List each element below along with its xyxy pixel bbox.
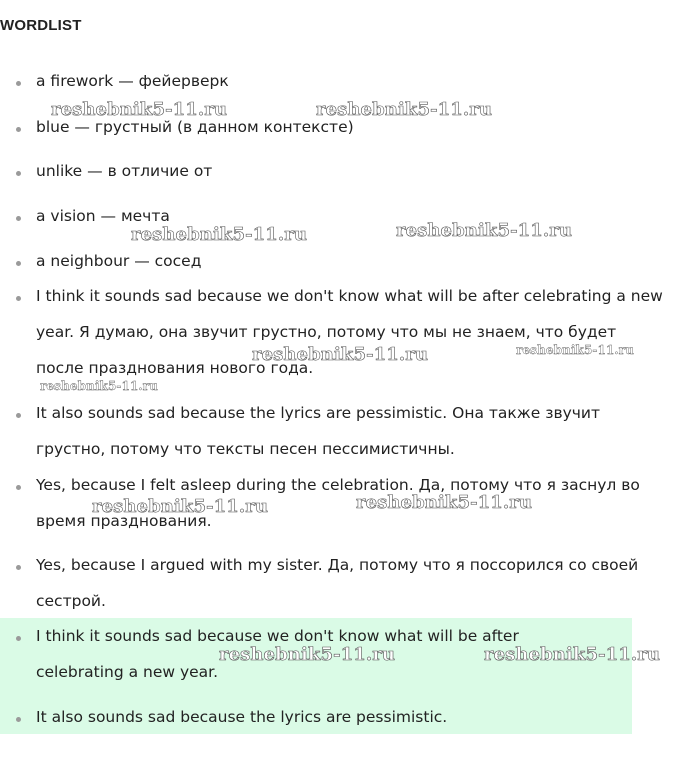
watermark: reshebnik5-11.ru: [484, 644, 661, 665]
watermark: reshebnik5-11.ru: [219, 644, 396, 665]
watermark: reshebnik5-11.ru: [356, 492, 533, 513]
watermark: reshebnik5-11.ru: [252, 344, 429, 365]
watermark: reshebnik5-11.ru: [40, 379, 158, 393]
bullet-icon: [16, 171, 21, 176]
watermark: reshebnik5-11.ru: [316, 99, 493, 120]
bullet-icon: [16, 717, 21, 722]
bullet-icon: [16, 296, 21, 301]
watermark: reshebnik5-11.ru: [131, 224, 308, 245]
bullet-icon: [16, 636, 21, 641]
bullet-icon: [16, 81, 21, 86]
bullet-icon: [16, 216, 21, 221]
bullet-icon: [16, 485, 21, 490]
watermark: reshebnik5-11.ru: [92, 496, 269, 517]
watermark: reshebnik5-11.ru: [516, 343, 634, 357]
bullet-icon: [16, 413, 21, 418]
bullet-icon: [16, 565, 21, 570]
wordlist-heading: WORDLIST: [0, 17, 82, 34]
bullet-icon: [16, 261, 21, 266]
watermark: reshebnik5-11.ru: [51, 99, 228, 120]
bullet-icon: [16, 127, 21, 132]
watermark: reshebnik5-11.ru: [396, 220, 573, 241]
